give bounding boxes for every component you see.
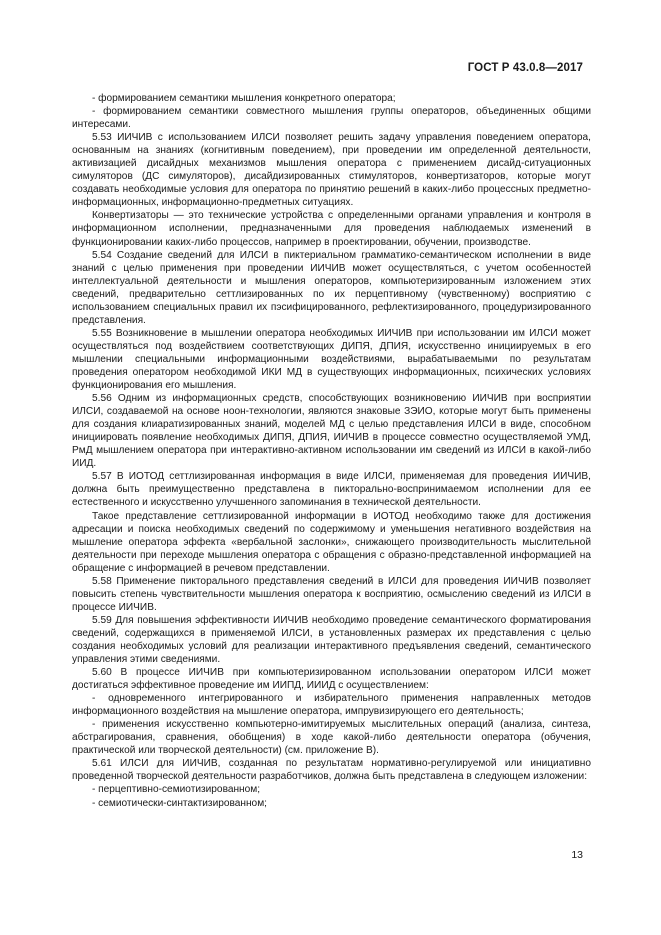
paragraph-list-item: - семиотически-синтактизированном; [92, 797, 267, 809]
paragraph-list-item: - формированием семантики совместного мышления группы операторов, объединенных общими интересами. [72, 106, 591, 131]
paragraph-list-item: - применения искусственно компьютерно-имитируемых мыслительных операций (анализа, синтеза, абстрагирования, сравнения, обобщения) в ходе какой-либо деятельности оператора (обучения, практической или творческой деятельности) (см. приложение В). [72, 719, 591, 757]
paragraph-5-59: 5.59 Для повышения эффективности ИИЧИВ необходимо проведение семантического форматирования сведений, содержащихся в применяемой ИЛСИ, в установленных размерах их представления с целью создания необходимых условий для реализации интерактивного предъявления сведений, семантического управления этими сведениями. [72, 614, 591, 666]
paragraph-5-58: 5.58 Применение пикторального представления сведений в ИЛСИ для проведения ИИЧИВ позволяет повысить степень чувствительности мышления оператора к восприятию, осмыслению сведений из ИЛСИ в процессе ИИЧИВ. [72, 575, 591, 613]
paragraph-5-56: 5.56 Одним из информационных средств, способствующих возникновению ИИЧИВ при восприятии ИЛСИ, создаваемой на основе ноон-технологии, являются знаковые ЗЭИО, которые могут быть применены для создания клиаратизированных знаний, моделей МД с целью представления ИЛСИ в виде, способном инициировать появление необходимых ДИПЯ, ДПИЯ, ИИЧИВ в процессе совместно осуществляемой УМД, РмД мышлением оператора при интерактивно-активном использовании им сведений из ИЛСИ в какой-либо ИИД. [72, 393, 591, 470]
paragraph-5-55: 5.55 Возникновение в мышлении оператора необходимых ИИЧИВ при использовании им ИЛСИ может осуществляться под воздействием соответствующих ДИПЯ, ДПИЯ, искусственно инициируемых в его мышлении специальными информационными воздействиями, вырабатываемыми по результатам проведения оператором необходимой ИКИ МД в существующих информационных, психических условиях функционирования его мышления. [72, 327, 591, 392]
paragraph-5-60: 5.60 В процессе ИИЧИВ при компьютеризированном использовании оператором ИЛСИ может достигаться эффективное проведение им ИИПД, ИИИД с осуществлением: [72, 667, 591, 692]
paragraph-list-item: - перцептивно-семиотизированном; [92, 784, 261, 796]
paragraph-5-61: 5.61 ИЛСИ для ИИЧИВ, созданная по результатам нормативно-регулируемой или инициативно проведенной творческой деятельности разработчиков, должна быть представлена в следующем изложении: [72, 758, 591, 783]
document-number: ГОСТ Р 43.0.8—2017 [467, 62, 583, 74]
document-body [72, 92, 591, 810]
paragraph-converters-definition: Конвертизаторы — это технические устройства с определенными органами управления и контроля в информационном исполнении, предназначенными для проведения наблюдаемых изменений в функционировании каких-либо процессов, например в проектировании, обучении, производстве. [72, 210, 591, 248]
paragraph-5-53: 5.53 ИИЧИВ с использованием ИЛСИ позволяет решить задачу управления поведением оператора, основанным на знаниях (когнитивным поведением), при проведении им определенной деятельности, активизацией дисайдных механизмов мышления оператора с применением дисайд-ситуационных симуляторов (ДС симуляторов), дисайдизированных стимуляторов, конвертизаторов, которые могут создавать необходимые условия для оператора по принятию решений в каких-либо процессных предметно-информационных, информационно-предметных ситуациях. [72, 132, 591, 209]
paragraph-5-57: 5.57 В ИОТОД сеттлизированная информация в виде ИЛСИ, применяемая для проведения ИИЧИВ, должна быть преимущественно представлена в пикторально-воспринимаемом исполнении для ее естественного и искусственно улучшенного запоминания в технической деятельности. [72, 471, 591, 509]
paragraph-list-item: - формированием семантики мышления конкретного оператора; [92, 93, 396, 104]
paragraph-list-item: - одновременного интегрированного и избирательного применения направленных методов информационного воздействия на мышление оператора, импрувизирующего его деятельность; [72, 693, 591, 718]
paragraph-5-54: 5.54 Создание сведений для ИЛСИ в пиктериальном грамматико-семантическом исполнении в виде знаний с целью применения при проведении ИИЧИВ может осуществляться, с учетом особенностей интеллектуальной деятельности и мышления операторов, компьютеризированным изложением этих сведений, предварительно сеттлизированных по их перцептивному (чувственному) восприятию с использованием специальных правил их пэсифицированного, рефлектизированного, процедуризированного представления. [72, 249, 591, 326]
paragraph-5-57-continuation: Такое представление сеттлизированной информации в ИОТОД необходимо также для достижения адресации и поиска необходимых сведений по содержимому и уменьшения негативного воздействия на мышление оператора эффекта «вербальной заслонки», снижающего производительность мыслительной деятельности при переходе мышления оператора с обращения с образно-представленной информацией на обращение с информацией в речевом представлении. [72, 510, 591, 574]
page-number: 13 [571, 849, 583, 861]
